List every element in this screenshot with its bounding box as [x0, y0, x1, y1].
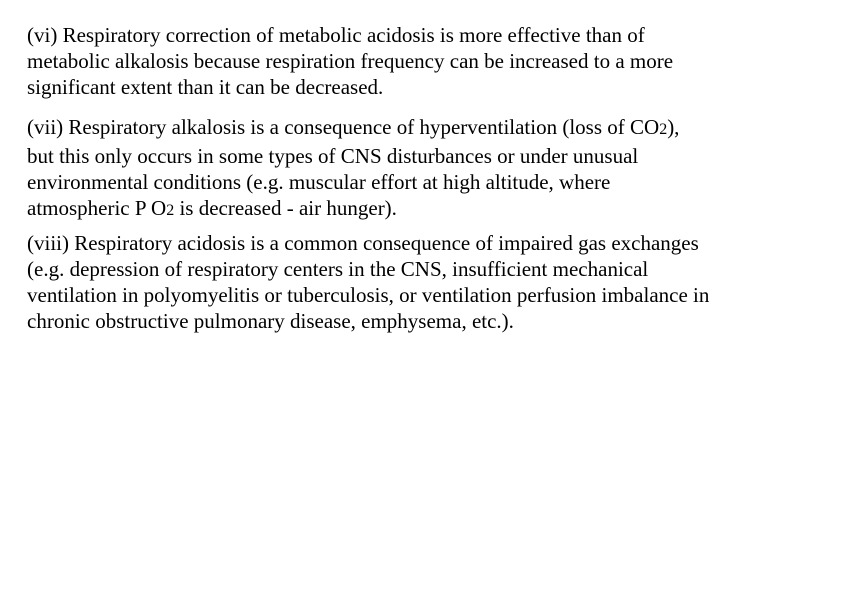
text-line: (e.g. depression of respiratory centers in the CNS, insufficient mechanical [27, 257, 649, 281]
text-line: significant extent than it can be decreased. [27, 75, 384, 99]
text-segment: ), [667, 115, 680, 139]
text-line [27, 114, 817, 143]
text-line: chronic obstructive pulmonary disease, emphysema, etc.). [27, 309, 514, 333]
text-segment: (vii) Respiratory alkalosis is a consequence of hyperventilation (loss of CO [27, 115, 660, 139]
text-line: but this only occurs in some types of CNS disturbances or under unusual [27, 144, 639, 168]
paragraph-vi [27, 22, 817, 100]
text-line [27, 195, 817, 224]
text-line: (viii) Respiratory acidosis is a common consequence of impaired gas exchanges [27, 231, 699, 255]
text-line: ventilation in polyomyelitis or tuberculosis, or ventilation perfusion imbalance in [27, 283, 710, 307]
subscript-number: 2 [166, 202, 175, 219]
paragraph-viii [27, 230, 817, 334]
text-line: (vi) Respiratory correction of metabolic acidosis is more effective than of [27, 23, 645, 47]
text-line: environmental conditions (e.g. muscular effort at high altitude, where [27, 170, 611, 194]
subscript-number: 2 [659, 121, 668, 138]
paragraph-vii [27, 114, 817, 224]
text-segment: atmospheric P O [27, 196, 167, 220]
text-segment: is decreased - air hunger). [174, 196, 397, 220]
text-line: metabolic alkalosis because respiration frequency can be increased to a more [27, 49, 674, 73]
